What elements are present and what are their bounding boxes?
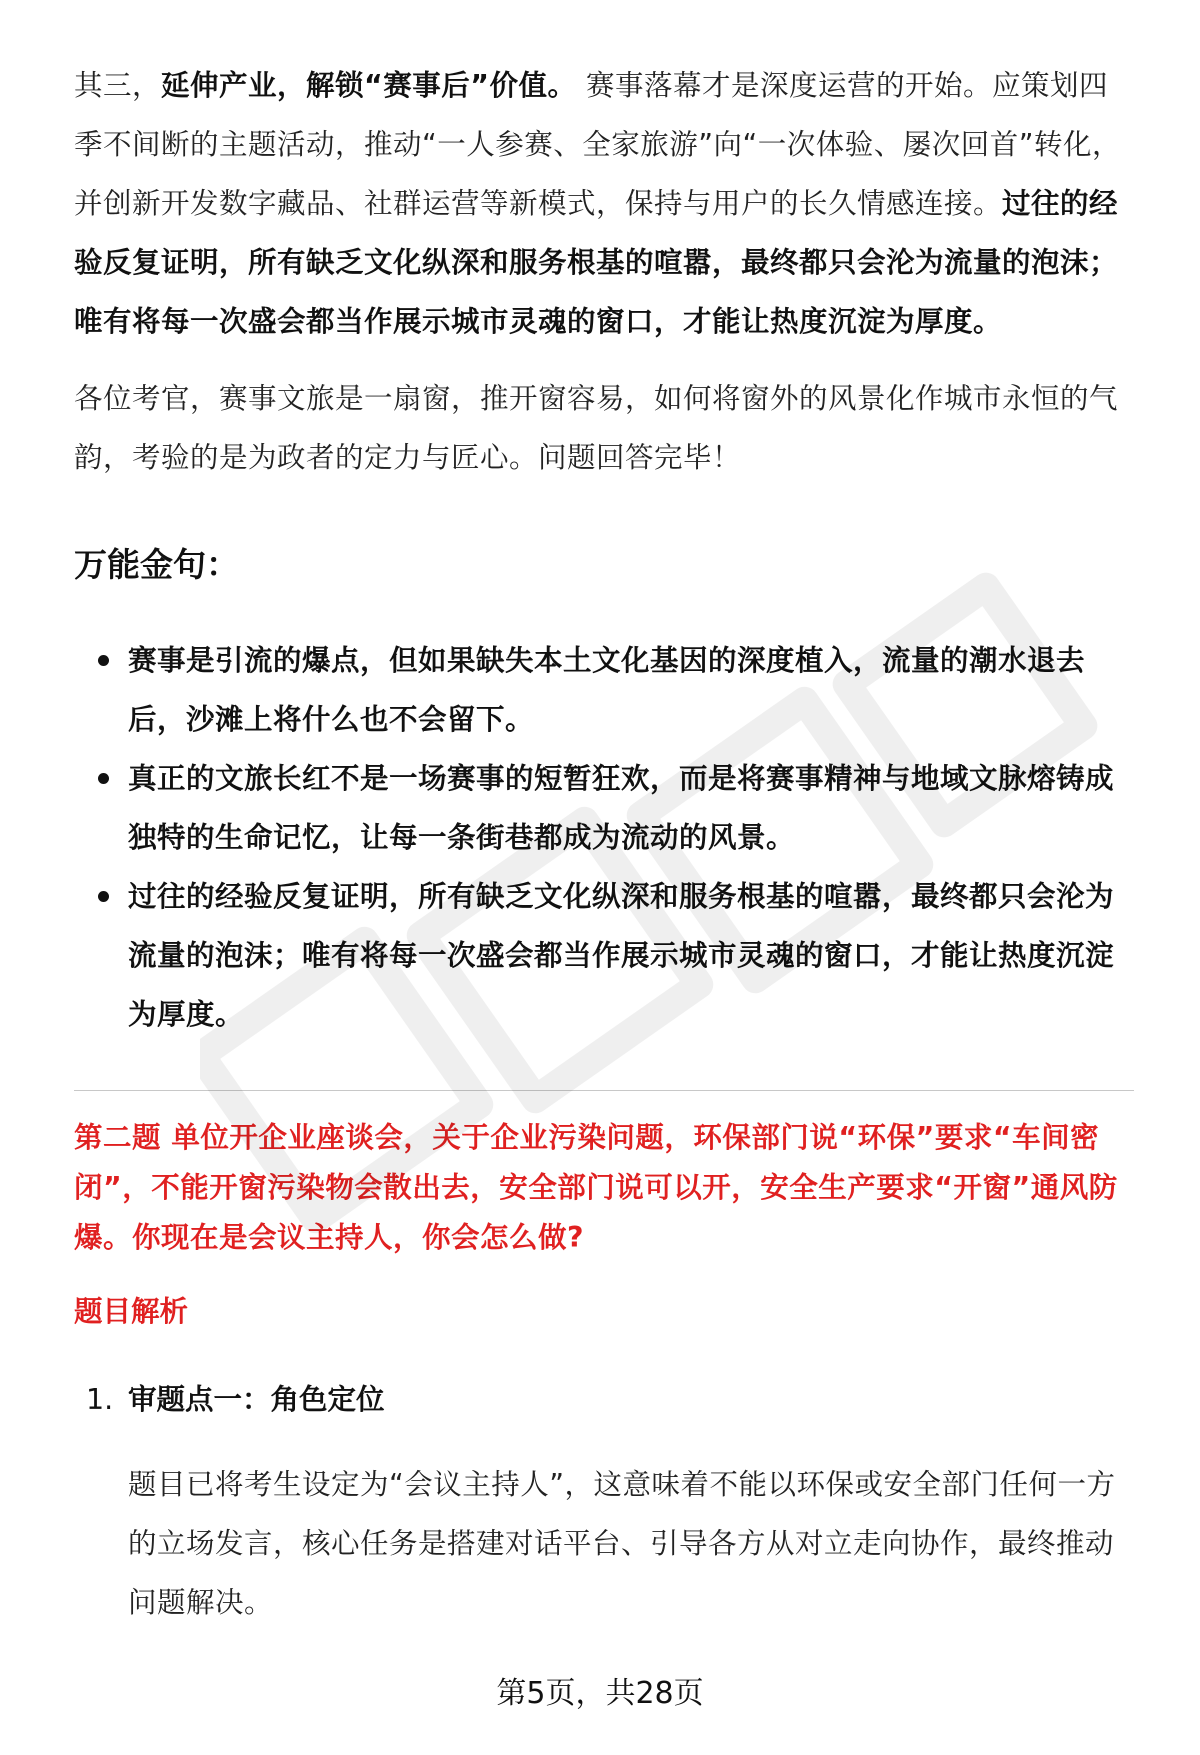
bullet-icon (98, 655, 109, 666)
paragraph-closing: 各位考官，赛事文旅是一扇窗，推开窗容易，如何将窗外的风景化作城市永恒的气韵，考验的是为政者的定力与匠心。问题回答完毕！ (74, 382, 1119, 474)
list-item (74, 749, 1134, 867)
para1-text: 赛事落幕才是深度运营的开始。应策划四季不间断的主题活动，推动“一人参赛、全家旅游”向“一次体验、屡次回首”转化，并创新开发数字藏品、社群运营等新模式，保持与用户的长久情感连接。 (74, 69, 1122, 220)
page-footer: 第5页，共28页 (496, 1676, 704, 1711)
analysis-heading: 题目解析 (74, 1295, 189, 1328)
list-item (74, 867, 1134, 1044)
bullet-icon (98, 773, 109, 784)
paragraph-extend-industry (74, 56, 1134, 351)
number-marker: 1. (86, 1383, 114, 1416)
numbered-point-1 (74, 1375, 1134, 1425)
list-item (74, 631, 1134, 749)
point-title: 审题点一：角色定位 (128, 1383, 385, 1416)
golden-quote-text: 赛事是引流的爆点，但如果缺失本土文化基因的深度植入，流量的潮水退去后，沙滩上将什么也不会留下。 (128, 644, 1086, 736)
golden-quotes-list (74, 631, 1134, 1044)
para1-bold-conclusion: 过往的经验反复证明，所有缺乏文化纵深和服务根基的喧嚣，最终都只会沦为流量的泡沫；唯有将每一次盛会都当作展示城市灵魂的窗口，才能让热度沉淀为厚度。 (74, 187, 1119, 338)
bullet-icon (98, 891, 109, 902)
para1-bold-title: 延伸产业，解锁“赛事后”价值。 (161, 69, 577, 102)
para1-lead: 其三， (74, 69, 162, 102)
point-body: 题目已将考生设定为“会议主持人”，这意味着不能以环保或安全部门任何一方的立场发言，核心任务是搭建对话平台、引导各方从对立走向协作，最终推动问题解决。 (128, 1468, 1116, 1619)
golden-quote-text: 真正的文旅长红不是一场赛事的短暂狂欢，而是将赛事精神与地域文脉熔铸成独特的生命记忆，让每一条街巷都成为流动的风景。 (128, 762, 1115, 854)
golden-quote-text: 过往的经验反复证明，所有缺乏文化纵深和服务根基的喧嚣，最终都只会沦为流量的泡沫；唯有将每一次盛会都当作展示城市灵魂的窗口，才能让热度沉淀为厚度。 (128, 880, 1115, 1031)
golden-quotes-heading: 万能金句： (74, 545, 239, 584)
question-two: 第二题 单位开企业座谈会，关于企业污染问题，环保部门说“环保”要求“车间密闭”，不能开窗污染物会散出去，安全部门说可以开，安全生产要求“开窗”通风防爆。你现在是会议主持人，你会怎么做? (74, 1121, 1118, 1254)
section-divider (74, 1090, 1134, 1091)
